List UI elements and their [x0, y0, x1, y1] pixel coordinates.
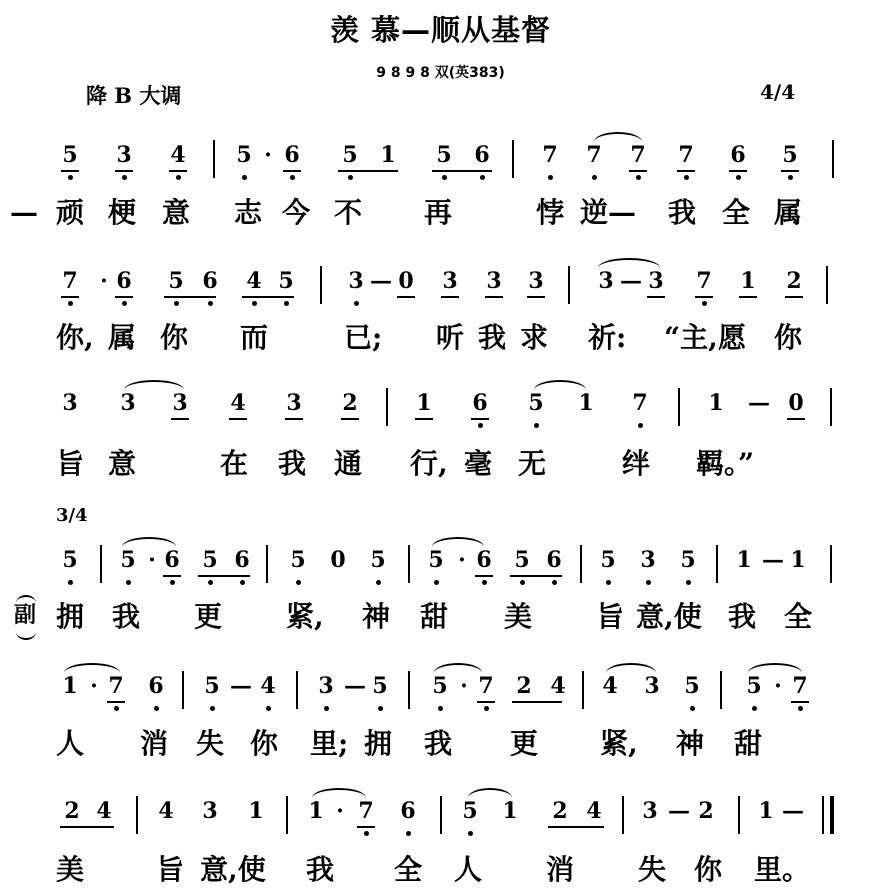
bar-line: [286, 796, 288, 834]
note: 7: [694, 268, 714, 294]
lyric-syllable: 你: [250, 727, 279, 760]
lyric-syllable: 你: [160, 321, 189, 354]
note: 3: [638, 547, 658, 573]
lyric-syllable: 美: [504, 600, 533, 633]
extension-dash: —: [230, 673, 252, 699]
meter-info: 9 8 9 8 双(英383): [376, 65, 505, 81]
bar-line: [830, 545, 832, 583]
note: 7: [676, 142, 696, 168]
slur-arc: [432, 537, 484, 547]
lyric-syllable: 我: [668, 196, 697, 229]
note: 6: [544, 547, 564, 573]
note: 3: [114, 142, 134, 168]
bar-line: [582, 671, 584, 709]
note: 3: [286, 390, 302, 416]
eighth-underline: [475, 575, 493, 577]
eighth-underline: [397, 296, 415, 298]
lyric-syllable: 拥: [364, 727, 393, 760]
extension-dash: —: [620, 268, 642, 294]
dotted-rhythm: ·: [458, 547, 466, 573]
note: 5: [678, 547, 698, 573]
final-bar-line: [822, 796, 824, 834]
eighth-underline: [695, 296, 713, 298]
note: 7: [628, 142, 648, 168]
note: 5: [60, 547, 80, 573]
beam-underline: [548, 826, 604, 828]
bar-line: [678, 388, 680, 426]
note: 7: [790, 673, 810, 699]
note: 6: [470, 390, 490, 416]
lyric-syllable: 我: [424, 727, 453, 760]
note: 5: [370, 673, 390, 699]
eighth-underline: [115, 170, 133, 172]
note: 4: [550, 673, 566, 699]
note: 5: [276, 268, 296, 294]
lyric-syllable: 里。: [754, 853, 811, 886]
bar-line: [738, 796, 740, 834]
slur-arc: [598, 258, 660, 268]
note: 7: [476, 673, 496, 699]
beam-underline: [60, 826, 114, 828]
note: 1: [308, 798, 324, 824]
time-signature-change: 3/4: [56, 505, 88, 526]
dotted-rhythm: ·: [460, 673, 468, 699]
lyric-syllable: 毫: [464, 447, 493, 480]
eighth-underline: [629, 170, 647, 172]
note: 0: [330, 547, 346, 573]
note: 2: [516, 673, 532, 699]
note: 5: [682, 673, 702, 699]
lyric-syllable: 不: [334, 196, 363, 229]
eighth-underline: [107, 701, 125, 703]
beam-underline: [242, 296, 294, 298]
note: 5: [288, 547, 308, 573]
note: 2: [342, 390, 358, 416]
bar-line: [408, 671, 410, 709]
note: 3: [442, 268, 458, 294]
note: 5: [430, 673, 450, 699]
eighth-underline: [527, 296, 545, 298]
lyric-syllable: 我: [728, 600, 757, 633]
lyric-syllable: 无: [518, 447, 547, 480]
note: 4: [602, 673, 618, 699]
eighth-underline: [677, 170, 695, 172]
lyric-syllable: 意: [162, 196, 191, 229]
note: 7: [60, 268, 80, 294]
note: 6: [728, 142, 748, 168]
lyric-syllable: 美: [56, 853, 85, 886]
note: 5: [234, 142, 254, 168]
chorus-label: 副: [14, 603, 37, 628]
lyric-syllable: 消: [546, 853, 575, 886]
lyric-syllable: 更: [510, 727, 539, 760]
note: 3: [648, 268, 664, 294]
slur-arc: [606, 663, 656, 673]
eighth-underline: [115, 296, 133, 298]
bar-line: [182, 671, 184, 709]
note: 2: [698, 798, 714, 824]
lyric-syllable: 行,: [410, 447, 448, 480]
eighth-underline: [781, 170, 799, 172]
note: 2: [552, 798, 568, 824]
lyric-syllable: 再: [424, 196, 453, 229]
bar-line: [580, 545, 582, 583]
beam-underline: [432, 170, 492, 172]
dotted-rhythm: ·: [100, 268, 108, 294]
extension-dash: —: [668, 798, 690, 824]
lyric-syllable: 失: [638, 853, 667, 886]
bar-line: [830, 388, 832, 426]
note: 5: [780, 142, 800, 168]
lyric-syllable: 人: [454, 853, 483, 886]
lyric-syllable: 而: [240, 321, 269, 354]
note: 5: [512, 547, 532, 573]
lyric-syllable: 我: [306, 853, 335, 886]
beam-underline: [510, 575, 562, 577]
dotted-rhythm: ·: [148, 547, 156, 573]
bar-line: [136, 796, 138, 834]
lyric-syllable: 神: [676, 727, 705, 760]
note: 3: [598, 268, 614, 294]
eighth-underline: [471, 418, 489, 420]
lyric-syllable: 在: [220, 447, 249, 480]
bar-line: [512, 140, 514, 178]
note: 7: [106, 673, 126, 699]
note: 1: [248, 798, 264, 824]
note: 4: [244, 268, 264, 294]
lyric-syllable: 全: [722, 196, 751, 229]
lyric-syllable: 旨: [596, 600, 625, 633]
bar-line: [832, 140, 834, 178]
note: 2: [64, 798, 80, 824]
eighth-underline: [163, 575, 181, 577]
lyric-syllable: 你: [694, 853, 723, 886]
dotted-rhythm: ·: [774, 673, 782, 699]
note: 4: [586, 798, 602, 824]
lyric-syllable: 我: [278, 447, 307, 480]
lyric-syllable: 梗: [108, 196, 137, 229]
beam-underline: [164, 296, 216, 298]
lyric-syllable: 人: [56, 727, 85, 760]
eighth-underline: [285, 418, 303, 420]
lyric-syllable: 志: [234, 196, 263, 229]
note: 7: [356, 798, 376, 824]
note: 6: [146, 673, 166, 699]
eighth-underline: [357, 826, 375, 828]
note: 7: [630, 390, 650, 416]
eighth-underline: [61, 170, 79, 172]
eighth-underline: [229, 418, 247, 420]
bar-line: [716, 545, 718, 583]
lyric-syllable: 里;: [310, 727, 349, 760]
note: 5: [60, 142, 80, 168]
lyric-syllable: 意: [108, 447, 137, 480]
note: 4: [258, 673, 278, 699]
note: 5: [368, 547, 388, 573]
note: 4: [168, 142, 188, 168]
bar-line: [386, 388, 388, 426]
slur-arc: [594, 132, 642, 142]
lyric-syllable: 甜: [734, 727, 763, 760]
bar-line: [320, 266, 322, 304]
note: 3: [316, 673, 336, 699]
slur-arc: [124, 380, 184, 390]
note: 3: [644, 673, 660, 699]
lyric-syllable: 消: [140, 727, 169, 760]
lyric-syllable: 求: [520, 321, 549, 354]
lyric-syllable: 听: [436, 321, 465, 354]
note: 6: [398, 798, 418, 824]
note: 5: [526, 390, 546, 416]
chorus-bracket-bottom: [16, 632, 36, 640]
note: 3: [62, 390, 78, 416]
note: 5: [166, 268, 186, 294]
eighth-underline: [477, 701, 495, 703]
eighth-underline: [415, 418, 433, 420]
note: 5: [202, 673, 222, 699]
bar-line: [568, 266, 570, 304]
note: 7: [584, 142, 604, 168]
eighth-underline: [791, 701, 809, 703]
note: 5: [434, 142, 454, 168]
slur-arc: [312, 788, 366, 798]
note: 3: [528, 268, 544, 294]
lyric-syllable: 属: [774, 196, 803, 229]
lyric-syllable: 属: [108, 321, 137, 354]
eighth-underline: [647, 296, 665, 298]
lyric-syllable: —: [10, 196, 38, 229]
lyric-syllable: 紧,: [286, 600, 324, 633]
eighth-underline: [341, 418, 359, 420]
note: 1: [62, 673, 78, 699]
bar-line: [440, 796, 442, 834]
lyric-syllable: 通: [334, 447, 363, 480]
note: 4: [96, 798, 112, 824]
lyric-syllable: 我: [112, 600, 141, 633]
slur-arc: [434, 663, 482, 673]
note: 3: [346, 268, 366, 294]
slur-arc: [64, 663, 120, 673]
bar-line: [720, 671, 722, 709]
note: 1: [380, 142, 396, 168]
slur-arc: [468, 788, 512, 798]
note: 4: [230, 390, 246, 416]
note: 0: [788, 390, 804, 416]
note: 6: [232, 547, 252, 573]
note: 5: [200, 547, 220, 573]
lyric-syllable: “主,: [664, 321, 718, 354]
lyric-syllable: 祈:: [588, 321, 627, 354]
lyric-syllable: 意,使: [200, 853, 266, 886]
note: 1: [708, 390, 724, 416]
note: 1: [502, 798, 518, 824]
lyric-syllable: 已;: [344, 321, 383, 354]
beam-underline: [338, 170, 398, 172]
note: 7: [540, 142, 560, 168]
note: 5: [118, 547, 138, 573]
note: 5: [744, 673, 764, 699]
lyric-syllable: 全: [784, 600, 813, 633]
note: 6: [114, 268, 134, 294]
time-signature: 4/4: [760, 80, 796, 104]
note: 1: [740, 268, 756, 294]
key-signature: 降 B 大调: [86, 83, 182, 108]
lyric-syllable: 羁。”: [696, 447, 755, 480]
lyric-syllable: 愿: [718, 321, 747, 354]
note: 0: [398, 268, 414, 294]
beam-underline: [198, 575, 250, 577]
note: 6: [162, 547, 182, 573]
note: 3: [120, 390, 136, 416]
note: 1: [416, 390, 432, 416]
note: 3: [172, 390, 188, 416]
extension-dash: —: [748, 390, 770, 416]
eighth-underline: [171, 418, 189, 420]
lyric-syllable: 今: [282, 196, 311, 229]
note: 2: [786, 268, 802, 294]
note: 5: [460, 798, 480, 824]
note: 1: [578, 390, 594, 416]
eighth-underline: [787, 418, 805, 420]
eighth-underline: [61, 296, 79, 298]
lyric-syllable: 悖: [536, 196, 565, 229]
note: 5: [598, 547, 618, 573]
extension-dash: —: [762, 547, 784, 573]
note: 5: [426, 547, 446, 573]
beam-underline: [512, 701, 562, 703]
bar-line: [100, 545, 102, 583]
eighth-underline: [785, 296, 803, 298]
lyric-syllable: 全: [394, 853, 423, 886]
extension-dash: —: [370, 268, 392, 294]
note: 4: [158, 798, 174, 824]
note: 5: [340, 142, 360, 168]
eighth-underline: [441, 296, 459, 298]
note: 6: [472, 142, 492, 168]
lyric-syllable: 你,: [56, 321, 94, 354]
eighth-underline: [283, 170, 301, 172]
lyric-syllable: 我: [478, 321, 507, 354]
lyric-syllable: 失: [196, 727, 225, 760]
note: 1: [790, 547, 806, 573]
note: 3: [642, 798, 658, 824]
dotted-rhythm: ·: [90, 673, 98, 699]
bar-line: [266, 545, 268, 583]
extension-dash: —: [782, 798, 804, 824]
eighth-underline: [729, 170, 747, 172]
bar-line: [622, 796, 624, 834]
bar-line: [826, 266, 828, 304]
note: 3: [486, 268, 502, 294]
slur-arc: [122, 537, 176, 547]
note: 6: [474, 547, 494, 573]
final-bar-line: [830, 796, 834, 834]
lyric-syllable: 神: [362, 600, 391, 633]
slur-arc: [534, 380, 586, 390]
lyric-syllable: 顽: [56, 196, 85, 229]
note: 3: [202, 798, 218, 824]
note: 1: [736, 547, 752, 573]
extension-dash: —: [344, 673, 366, 699]
dotted-rhythm: ·: [264, 142, 272, 168]
lyric-syllable: 拥: [56, 600, 85, 633]
lyric-syllable: 旨: [56, 447, 85, 480]
eighth-underline: [485, 296, 503, 298]
bar-line: [213, 140, 215, 178]
lyric-syllable: 紧,: [600, 727, 638, 760]
lyric-syllable: 绊: [622, 447, 651, 480]
eighth-underline: [739, 296, 757, 298]
eighth-underline: [169, 170, 187, 172]
bar-line: [408, 545, 410, 583]
note: 6: [282, 142, 302, 168]
lyric-syllable: 意,使: [636, 600, 702, 633]
lyric-syllable: 你: [774, 321, 803, 354]
dotted-rhythm: ·: [336, 798, 344, 824]
lyric-syllable: 旨: [156, 853, 185, 886]
lyric-syllable: 更: [194, 600, 223, 633]
slur-arc: [748, 663, 802, 673]
song-title: 羡 慕—顺从基督: [329, 13, 552, 47]
lyric-syllable: 逆—: [580, 196, 637, 229]
lyric-syllable: 甜: [420, 600, 449, 633]
bar-line: [296, 671, 298, 709]
note: 6: [200, 268, 220, 294]
note: 1: [758, 798, 774, 824]
